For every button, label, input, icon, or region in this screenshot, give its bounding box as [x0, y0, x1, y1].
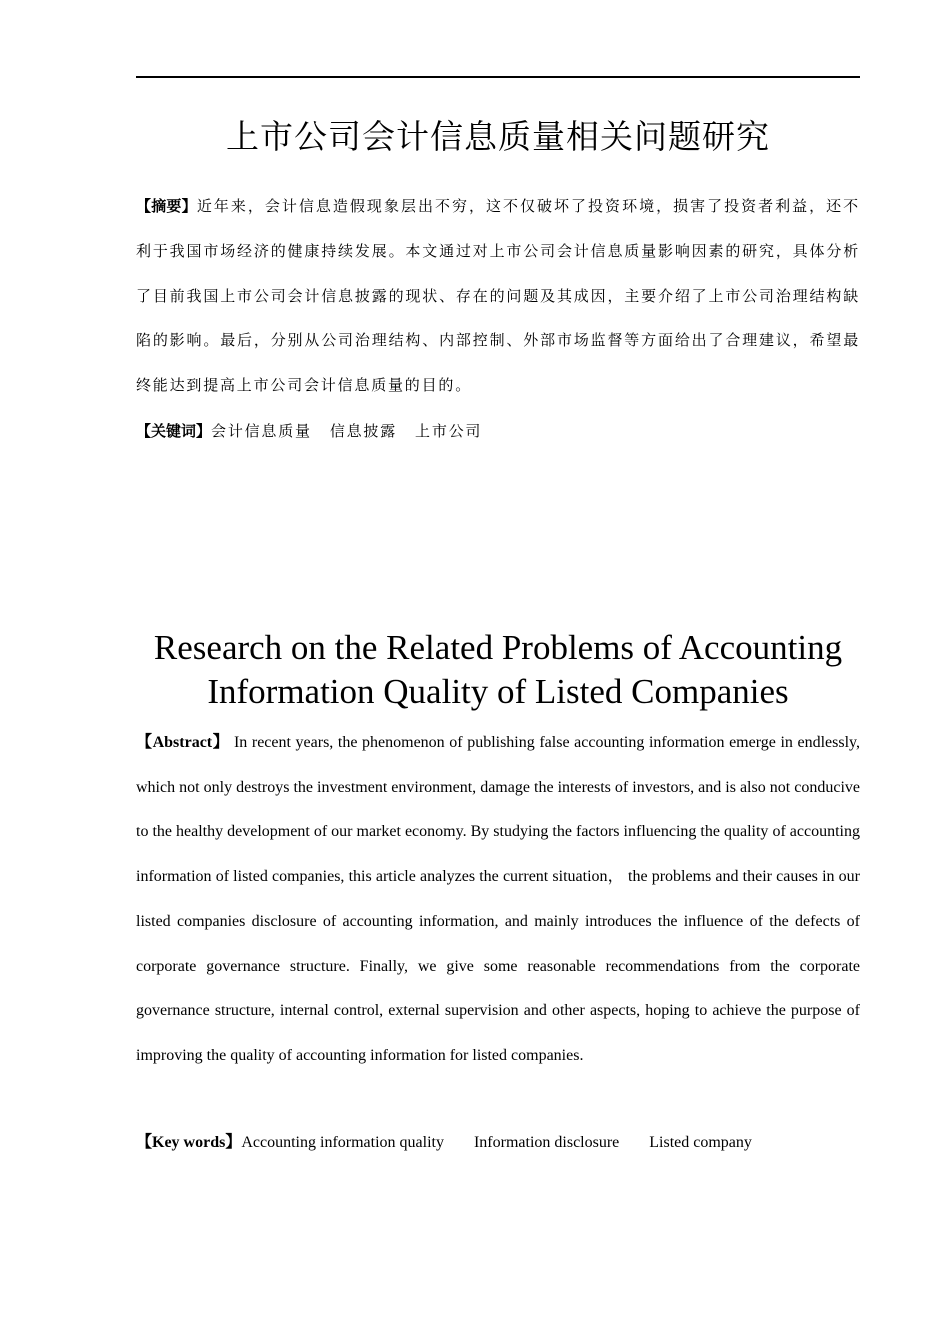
english-keywords: [136, 1128, 860, 1158]
chinese-abstract: [136, 184, 860, 408]
english-keyword: Information disclosure: [473, 1134, 620, 1151]
english-keyword: Listed company: [649, 1134, 752, 1151]
chinese-keywords-label: 【关键词】: [136, 422, 212, 440]
english-keywords-label: 【Key words】: [136, 1134, 242, 1151]
english-abstract-text: In recent years, the phenomenon of publishing false accounting information emerge in endlessly, which not only destroys the investment environment, damage the interests of investors, and is also not conducive to the healthy development of our market economy. By studying the factors influencing the quality of accounting information of listed companies, this article analyzes the current situation， the problems and their causes in our listed companies disclosure of accounting information, and mainly introduces the influence of the defects of corporate governance structure. Finally, we give some reasonable recommendations from the corporate governance structure, internal control, external supervision and other aspects, hoping to achieve the purpose of improving the quality of accounting information for listed companies.: [136, 734, 861, 1064]
english-abstract: [136, 721, 860, 1079]
chinese-abstract-text: 近年来，会计信息造假现象层出不穷，这不仅破坏了投资环境，损害了投资者利益，还不利于我国市场经济的健康持续发展。本文通过对上市公司会计信息质量影响因素的研究，具体分析了目前我国上市公司会计信息披露的现状、存在的问题及其成因，主要介绍了上市公司治理结构缺陷的影响。最后，分别从公司治理结构、内部控制、外部市场监督等方面给出了合理建议，希望最终能达到提高上市公司会计信息质量的目的。: [136, 197, 860, 395]
chinese-abstract-label: 【摘要】: [136, 197, 197, 215]
chinese-title: 上市公司会计信息质量相关问题研究: [226, 117, 770, 156]
english-title: Research on the Related Problems of Accounting Information Quality of Listed Companies: [153, 628, 843, 711]
chinese-keywords: [136, 416, 860, 446]
english-abstract-label: 【Abstract】: [136, 734, 230, 751]
chinese-keyword: 信息披露: [329, 422, 398, 440]
chinese-keyword: 上市公司: [415, 422, 483, 440]
header-rule: [136, 76, 860, 78]
chinese-keyword: 会计信息质量: [211, 422, 312, 440]
english-keyword: Accounting information quality: [241, 1134, 444, 1151]
